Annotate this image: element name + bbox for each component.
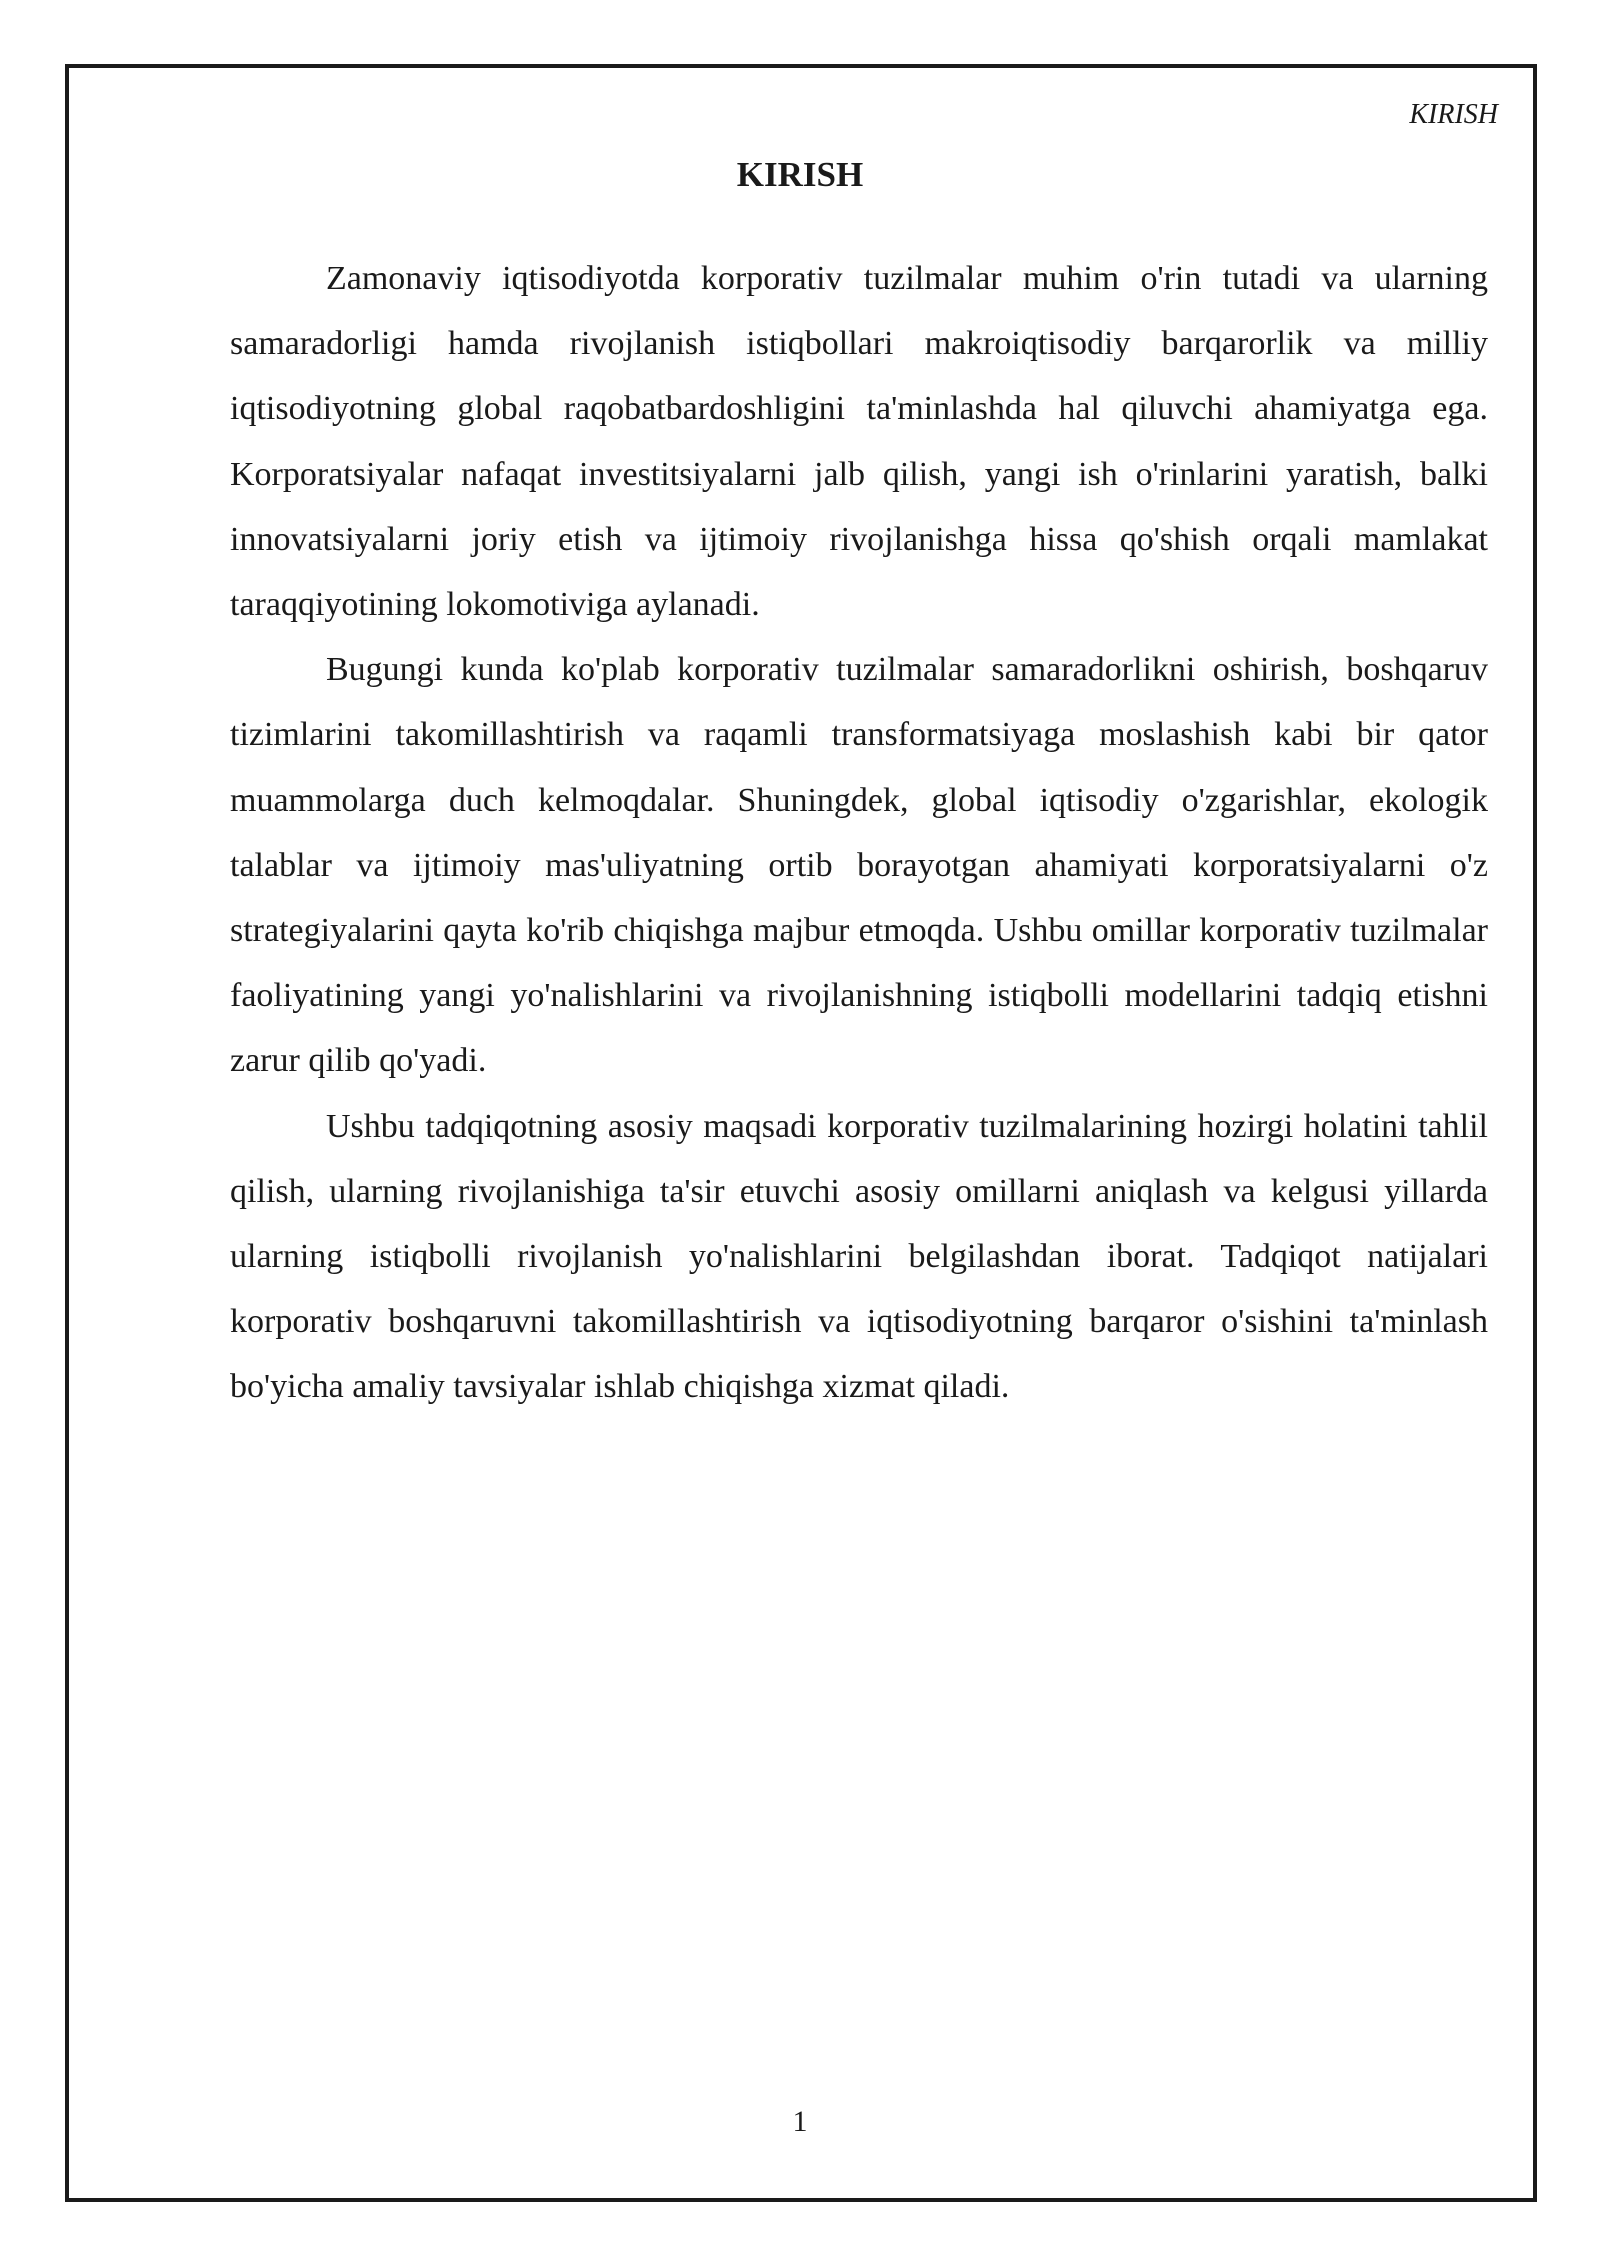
- page-title: KIRISH: [736, 155, 864, 194]
- document-body: [230, 246, 1488, 1420]
- paragraph: Zamonaviy iqtisodiyotda korporativ tuzilmalar muhim o'rin tutadi va ularning samaradorligi hamda rivojlanish istiqbollari makroiqtisodiy barqarorlik va milliy iqtisodiyotning global raqobatbardoshligini ta'minlashda hal qiluvchi ahamiyatga ega. Korporatsiyalar nafaqat investitsiyalarni jalb qilish, yangi ish o'rinlarini yaratish, balki innovatsiyalarni joriy etish va ijtimoiy rivojlanishga hissa qo'shish orqali mamlakat taraqqiyotining lokomotiviga aylanadi.: [230, 260, 1488, 624]
- running-header: KIRISH: [1409, 99, 1498, 130]
- page-number: 1: [792, 2105, 808, 2138]
- paragraph: Bugungi kunda ko'plab korporativ tuzilmalar samaradorlikni oshirish, boshqaruv tizimlarini takomillashtirish va raqamli transformatsiyaga moslashish kabi bir qator muammolarga duch kelmoqdalar. Shuningdek, global iqtisodiy o'zgarishlar, ekologik talablar va ijtimoiy mas'uliyatning ortib borayotgan ahamiyati korporatsiyalarni o'z strategiyalarini qayta ko'rib chiqishga majbur etmoqda. Ushbu omillar korporativ tuzilmalar faoliyatining yangi yo'nalishlarini va rivojlanishning istiqbolli modellarini tadqiq etishni zarur qilib qo'yadi.: [230, 651, 1488, 1080]
- paragraph: Ushbu tadqiqotning asosiy maqsadi korporativ tuzilmalarining hozirgi holatini tahlil qilish, ularning rivojlanishiga ta'sir etuvchi asosiy omillarni aniqlash va kelgusi yillarda ularning istiqbolli rivojlanish yo'nalishlarini belgilashdan iborat. Tadqiqot natijalari korporativ boshqaruvni takomillashtirish va iqtisodiyotning barqaror o'sishini ta'minlash bo'yicha amaliy tavsiyalar ishlab chiqishga xizmat qiladi.: [230, 1107, 1488, 1406]
